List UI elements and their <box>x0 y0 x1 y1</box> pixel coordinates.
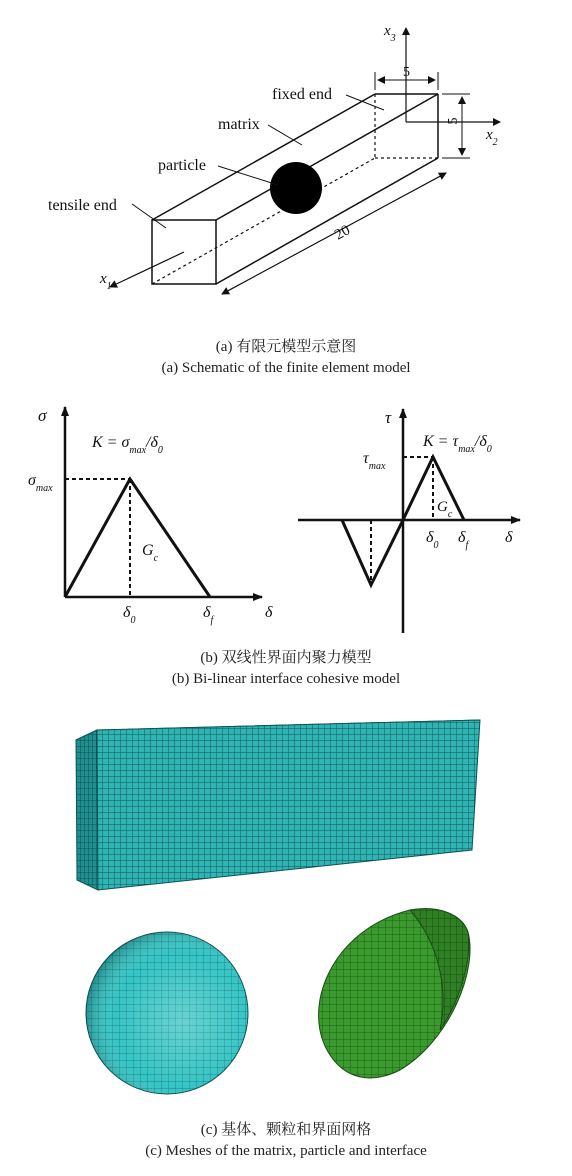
sigma-max-label: $\sigma_{max}$ <box>28 472 53 494</box>
fixed-end-label: fixed end <box>272 86 332 103</box>
delta-axis-label-right: δ <box>505 529 513 546</box>
x3-label: $x_3$ <box>384 23 396 44</box>
gc-label-right: $G_c$ <box>437 499 453 520</box>
x1-label: $x_1$ <box>100 271 112 292</box>
delta-axis-label-left: δ <box>265 604 273 621</box>
width-dimension: 5 <box>403 65 410 80</box>
schematic-diagram <box>0 0 572 330</box>
matrix-mesh <box>76 720 480 890</box>
bilinear-curve-left <box>65 479 210 597</box>
right-formula: $K = \tau_{max}/\delta_0$ <box>423 433 492 455</box>
left-formula: $K = \sigma_{max}/\delta_0$ <box>92 434 163 456</box>
height-dimension: 5 <box>446 117 461 125</box>
cohesive-model-diagram <box>0 395 572 645</box>
caption-c-cn: (c) 基体、颗粒和界面网格 <box>200 1122 372 1138</box>
caption-b-cn: (b) 双线性界面内聚力模型 <box>200 650 372 666</box>
particle-sphere <box>270 162 322 214</box>
tau-axis-label: τ <box>385 408 392 427</box>
caption-b-en: (b) Bi-linear interface cohesive model <box>171 671 401 687</box>
interface-mesh <box>319 909 470 1078</box>
particle-mesh <box>86 932 248 1094</box>
caption-a-cn: (a) 有限元模型示意图 <box>215 339 357 355</box>
matrix-label: matrix <box>218 116 260 133</box>
tau-max-label: $\tau_{max}$ <box>363 450 386 472</box>
gc-label-left: $G_c$ <box>142 542 159 564</box>
deltaf-label-right: $\delta_f$ <box>458 529 469 551</box>
left-sigma-chart <box>28 406 273 626</box>
deltaf-label-left: $\delta_f$ <box>203 604 214 626</box>
caption-a-en: (a) Schematic of the finite element model <box>161 360 411 376</box>
delta0-label-left: $\delta_0$ <box>123 604 136 626</box>
delta0-label-right: $\delta_0$ <box>426 529 439 551</box>
caption-c-en: (c) Meshes of the matrix, particle and interface <box>145 1143 427 1159</box>
sigma-axis-label: σ <box>38 406 47 425</box>
right-tau-chart <box>298 408 520 633</box>
particle-label: particle <box>158 157 206 174</box>
mesh-figure <box>0 710 572 1110</box>
x2-label: $x_2$ <box>486 127 498 148</box>
dimension-lines <box>222 72 470 294</box>
length-dimension: 20 <box>332 222 354 244</box>
tensile-end-label: tensile end <box>48 197 117 214</box>
